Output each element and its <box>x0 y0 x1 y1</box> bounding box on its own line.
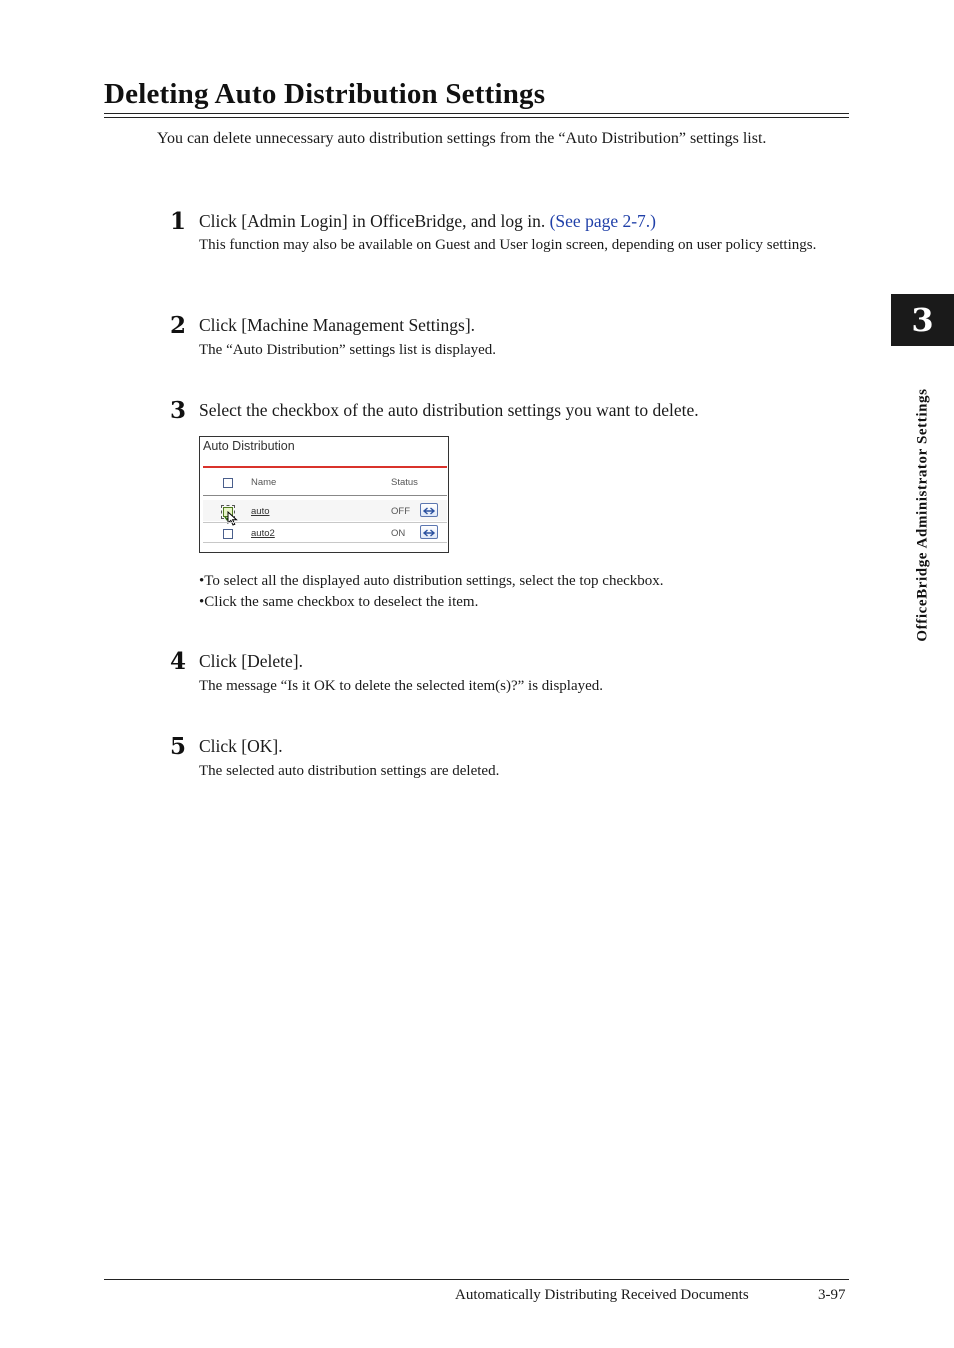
step-2-number: 2 <box>169 312 186 339</box>
row-name-link[interactable]: auto <box>251 506 270 517</box>
row-status: OFF <box>391 506 410 517</box>
bullet-list <box>199 571 664 613</box>
see-page-link[interactable]: (See page 2-7.) <box>549 211 657 231</box>
bullet-dot: • <box>199 573 205 589</box>
chapter-tab: 3 <box>891 294 954 346</box>
step-1-note: This function may also be available on Guest and User login screen, depending on user policy settings. <box>199 237 817 253</box>
bullet-item: •Click the same checkbox to deselect the item. <box>199 594 479 610</box>
page-title: Deleting Auto Distribution Settings <box>104 78 546 110</box>
step-1-instruction: Click [Admin Login] in OfficeBridge, and log in. <box>199 211 550 231</box>
intro-paragraph: You can delete unnecessary auto distribution settings from the “Auto Distribution” settings list. <box>157 130 767 147</box>
footer-page-number: 3-97 <box>818 1287 846 1303</box>
chapter-side-label: OfficeBridge Administrator Settings <box>914 388 931 642</box>
panel-title-underline <box>203 466 447 468</box>
step-3-number: 3 <box>169 397 186 424</box>
name-column-header: Name <box>251 477 277 488</box>
table-row-highlight <box>203 500 447 521</box>
step-5-text: Click [OK]. <box>199 736 283 756</box>
step-1-number: 1 <box>169 208 186 235</box>
bullet-item: •To select all the displayed auto distribution settings, select the top checkbox. <box>199 573 664 589</box>
auto-distribution-screenshot <box>199 436 449 553</box>
step-4-text: Click [Delete]. <box>199 651 303 671</box>
edit-arrow-icon[interactable] <box>420 503 438 517</box>
select-all-checkbox[interactable] <box>223 478 233 488</box>
step-2-text: Click [Machine Management Settings]. <box>199 315 476 335</box>
footer-section-title: Automatically Distributing Received Documents <box>455 1287 749 1303</box>
bullet-dot: • <box>199 594 205 610</box>
step-1-text <box>199 209 656 233</box>
row-checkbox[interactable] <box>223 529 233 539</box>
row-status: ON <box>391 528 406 539</box>
step-5-number: 5 <box>169 733 186 760</box>
edit-arrow-icon[interactable] <box>420 525 438 539</box>
step-4-note: The message “Is it OK to delete the selected item(s)?” is displayed. <box>199 678 604 694</box>
step-3-text: Select the checkbox of the auto distribution settings you want to delete. <box>199 400 699 420</box>
step-2-note: The “Auto Distribution” settings list is displayed. <box>199 342 497 358</box>
mouse-cursor-icon <box>227 511 238 526</box>
title-rule <box>104 113 849 114</box>
footer-rule <box>104 1279 849 1280</box>
status-column-header: Status <box>391 477 418 488</box>
header-divider <box>203 495 447 496</box>
row-divider <box>203 522 447 523</box>
title-rule <box>104 117 849 118</box>
step-5-note: The selected auto distribution settings are deleted. <box>199 763 500 779</box>
row-name-link[interactable]: auto2 <box>251 528 275 539</box>
panel-title: Auto Distribution <box>203 439 295 453</box>
row-divider <box>203 542 447 543</box>
step-4-number: 4 <box>169 648 186 675</box>
